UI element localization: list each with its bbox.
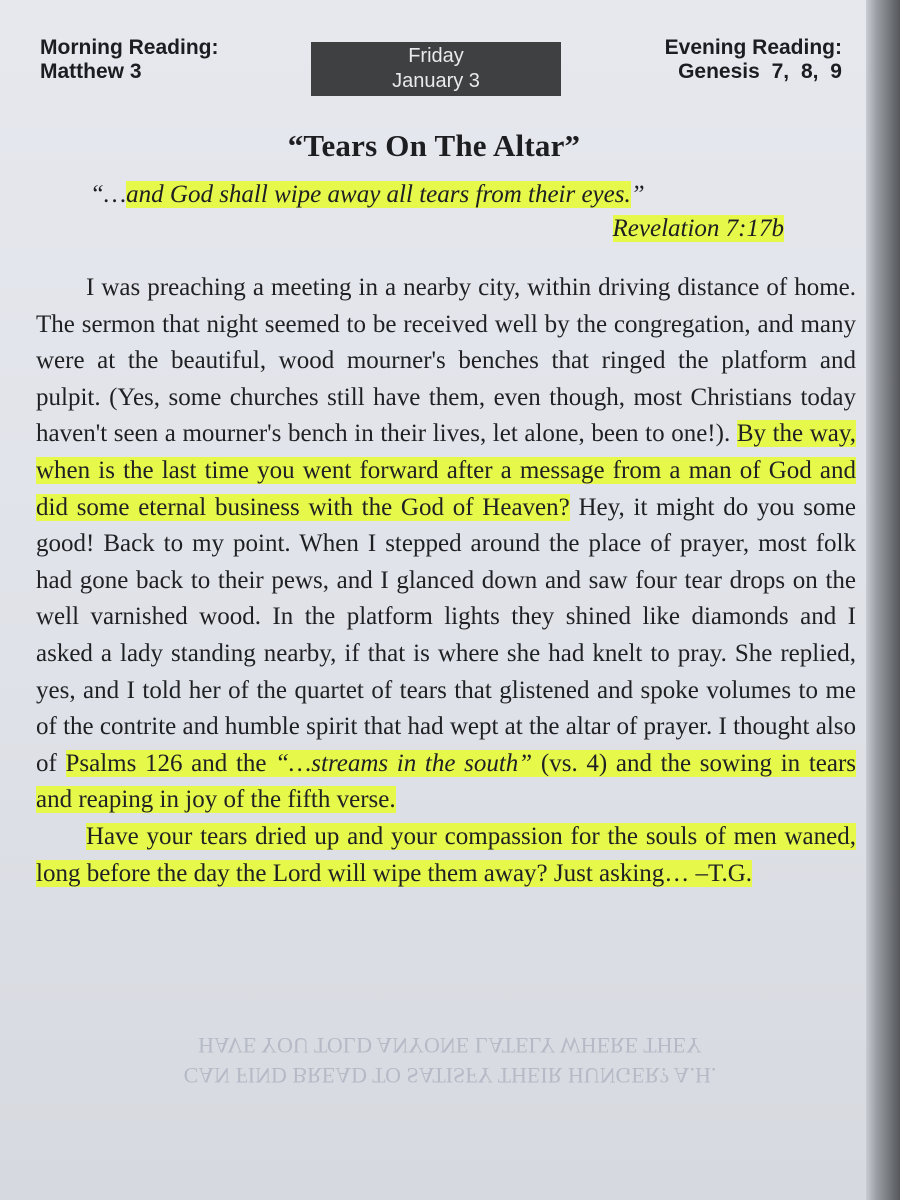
scripture-text-line (90, 178, 790, 212)
body-paragraph-1 (36, 270, 856, 819)
evening-reading (665, 36, 842, 84)
bleed-through-line-2: CAN FIND BREAD TO SATISFY THEIR HUNGER? A.H. (183, 1063, 717, 1088)
evening-reading-ref: Genesis 7, 8, 9 (678, 60, 842, 83)
evening-reading-label: Evening Reading: (664, 36, 842, 59)
bleed-through-line-1: HAVE YOU TOLD ANYONE LATELY WHERE THEY (198, 1033, 702, 1058)
morning-reading-ref: Matthew 3 (40, 60, 142, 83)
close-quote: ” (630, 181, 645, 208)
devotional-title: “Tears On The Altar” (287, 128, 581, 163)
page-edge (866, 0, 900, 1200)
day-of-week: Friday (408, 45, 464, 67)
morning-reading-label: Morning Reading: (40, 36, 219, 59)
open-quote: “… (90, 181, 127, 208)
paragraph-1-story: Hey, it might do you some good! Back to my point. When I stepped around the place of prayer, most folk had gone back to their pews, and I glanced down and saw four tear drops on the well varnished wood. In the platform lights they shined like diamonds and I asked a lady standing nearby, if that is where she had knelt to pray. She replied, yes, and I told her of the quartet of tears that glistened and spoke volumes to me of the contrite and humble spirit that had wept at the altar of prayer. I thought also of (36, 493, 856, 777)
bleed-through-text (40, 1030, 860, 1090)
morning-reading (40, 36, 218, 84)
highlighted-psalm-quote: “…streams in the south” (275, 749, 533, 777)
body-paragraph-2 (36, 819, 856, 892)
paragraph-1-intro: I was preaching a meeting in a nearby city, within driving distance of home. The sermon that night seemed to be received well by the congregation, and many were at the beautiful, wood mourner's benches that ringed the platform and pulpit. (Yes, some churches still have them, even though, most Christians today haven't seen a mourner's bench in their lives, let alone, been to one!). (36, 274, 856, 448)
highlighted-question: By the way, when is the last time you went forward after a message from a man of God and did some eternal business with the God of Heaven? (36, 420, 857, 521)
devotional-body (36, 270, 856, 892)
scripture-reference-text: Revelation 7:17b (612, 215, 784, 242)
scripture-reference (90, 212, 790, 246)
scripture-text: and God shall wipe away all tears from their eyes. (126, 181, 631, 208)
highlighted-psalm-b: (vs. 4) and the sowing in tears and reaping in joy of the fifth verse. (36, 749, 857, 814)
page-header (0, 0, 868, 110)
closing-question: Have your tears dried up and your compassion for the souls of men waned, long before the day the Lord will wipe them away? Just asking… –T.G. (36, 822, 856, 887)
scripture-quote (90, 178, 790, 246)
highlighted-psalm-a: Psalms 126 and the (65, 749, 276, 777)
date-box (311, 42, 561, 96)
calendar-date: January 3 (392, 70, 480, 92)
